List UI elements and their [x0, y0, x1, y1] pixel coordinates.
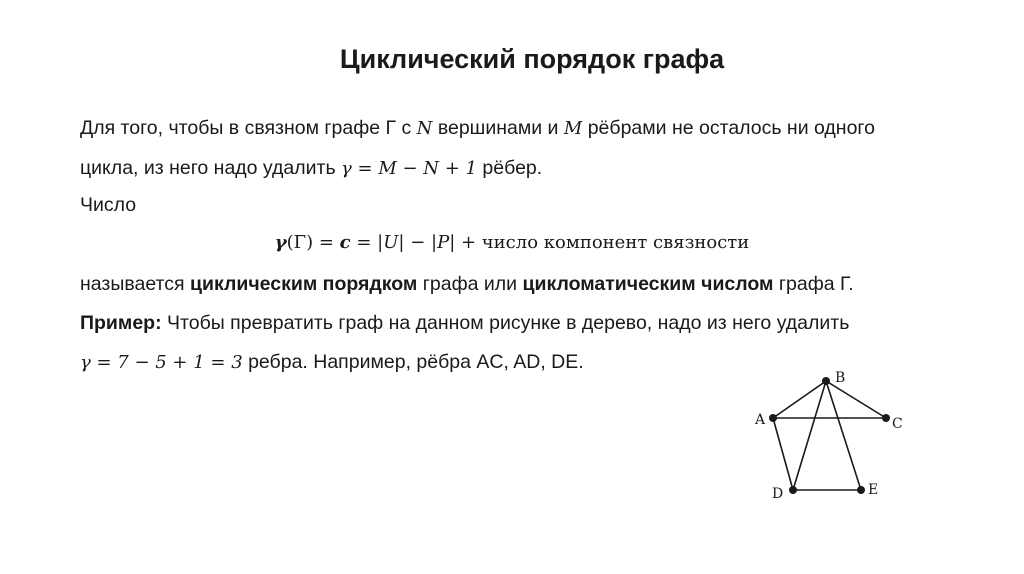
vertex-c [882, 414, 890, 422]
edge-bc [826, 381, 886, 418]
text: графа или [417, 273, 523, 295]
graph-edges [773, 381, 886, 490]
text: Для того, чтобы в связном графе Г с [80, 117, 417, 139]
p: P [437, 232, 450, 253]
math-formula: γ = 7 − 5 + 1 = 3 [80, 352, 243, 373]
bold-term: цикломатическим числом [522, 273, 774, 295]
vertex-b [822, 377, 830, 385]
text: вершинами и [432, 117, 564, 139]
text: графа Г. [773, 273, 854, 295]
edge-ab [773, 381, 826, 418]
label-c: C [892, 416, 903, 432]
math-n: N [416, 118, 433, 139]
formula-part: (Γ) = [286, 232, 340, 253]
label-e: E [868, 482, 879, 498]
edge-be [826, 381, 861, 490]
paragraph-line-5 [80, 312, 849, 335]
label-b: B [835, 370, 846, 386]
gamma: γ [274, 232, 287, 253]
bold-term: циклическим порядком [189, 273, 418, 295]
vertex-d [789, 486, 797, 494]
graph-vertices [769, 377, 890, 494]
text: рёбрами не осталось ни одного [582, 117, 875, 139]
vertex-e [857, 486, 865, 494]
paragraph-line-6 [80, 351, 584, 374]
c: c [339, 232, 351, 253]
formula-part: | + число компонент связности [449, 232, 750, 253]
graph-figure [745, 360, 925, 510]
edge-bd [793, 381, 826, 490]
edge-ad [773, 418, 793, 490]
vertex-a [769, 414, 777, 422]
text: цикла, из него надо удалить [80, 157, 342, 179]
paragraph-line-4 [80, 273, 854, 296]
math-formula: γ = M − N + 1 [341, 158, 478, 179]
label-a: A [755, 412, 766, 428]
cyclomatic-formula [0, 232, 1024, 253]
paragraph-line-1 [80, 117, 875, 140]
u: U [383, 232, 399, 253]
formula-part: = | [350, 232, 384, 253]
text: рёбер. [477, 157, 543, 179]
text: называется [80, 273, 190, 295]
text: ребра. Например, рёбра AC, AD, DE. [242, 351, 584, 373]
math-m: M [563, 118, 583, 139]
text: Чтобы превратить граф на данном рисунке в дерево, надо из него удалить [161, 312, 850, 334]
label-d: D [772, 486, 784, 502]
formula-part: | − | [398, 232, 438, 253]
paragraph-line-3: Число [80, 194, 137, 216]
slide-title: Циклический порядок графа [339, 44, 725, 74]
example-label: Пример: [80, 312, 162, 334]
paragraph-line-2 [80, 157, 542, 180]
